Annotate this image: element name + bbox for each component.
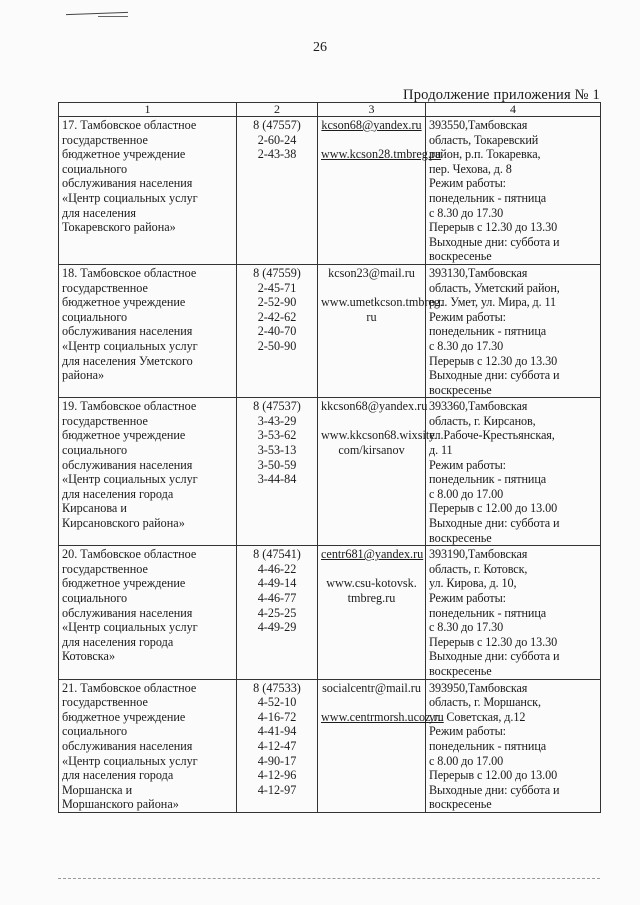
institution-name-line: Токаревского района» xyxy=(62,220,176,235)
phone-number: 4-12-47 xyxy=(257,738,297,753)
institution-name-line: «Центр социальных услуг xyxy=(62,472,198,487)
address-schedule-line: с 8.00 до 17.00 xyxy=(429,486,504,501)
institution-name-line: 20. Тамбовское областное xyxy=(62,547,197,562)
column-header: 3 xyxy=(318,103,426,117)
address-schedule-line: понедельник - пятница xyxy=(429,324,547,339)
institution-name-cell xyxy=(59,679,237,812)
phone-number: 2-40-70 xyxy=(257,324,297,339)
institution-name-line: обслуживания населения xyxy=(62,738,193,753)
address-schedule-line: пер. Чехова, д. 8 xyxy=(429,161,512,176)
institution-name-line: «Центр социальных услуг xyxy=(62,190,198,205)
institution-name-line: Котовска» xyxy=(62,649,116,664)
website-link[interactable]: www.kcson28.tmbreg.ru xyxy=(321,147,442,162)
address-schedule-line: Выходные дни: суббота и xyxy=(429,368,560,383)
website-link[interactable]: www.centrmorsh.ucoz.ru xyxy=(321,709,444,724)
institution-name-line: 18. Тамбовское областное xyxy=(62,265,197,280)
column-header: 1 xyxy=(59,103,237,117)
address-schedule-line: 393360,Тамбовская xyxy=(429,399,528,414)
address-schedule-line: воскресенье xyxy=(429,663,492,678)
phone-cell xyxy=(237,117,318,265)
address-schedule-line: Режим работы: xyxy=(429,309,506,324)
institution-name-line: 19. Тамбовское областное xyxy=(62,399,197,414)
phone-number: 4-49-29 xyxy=(257,620,297,635)
institution-name-line: обслуживания населения xyxy=(62,324,193,339)
institution-name-line: для населения города xyxy=(62,768,174,783)
address-schedule-line: Выходные дни: суббота и xyxy=(429,782,560,797)
website-link[interactable]: www.umetkcson.tmbreg. xyxy=(321,295,444,310)
column-header: 2 xyxy=(237,103,318,117)
phone-number: 2-43-38 xyxy=(257,147,297,162)
phone-number: 2-60-24 xyxy=(257,132,297,147)
column-header: 4 xyxy=(426,103,601,117)
institution-name-line: социального xyxy=(62,724,128,739)
table-row xyxy=(59,679,601,812)
spacer xyxy=(321,281,422,296)
address-schedule-line: понедельник - пятница xyxy=(429,738,547,753)
address-schedule-line: Перерыв с 12.30 до 13.30 xyxy=(429,634,558,649)
address-schedule-line: Перерыв с 12.30 до 13.30 xyxy=(429,220,558,235)
address-schedule-line: Выходные дни: суббота и xyxy=(429,234,560,249)
address-schedule-cell xyxy=(426,398,601,546)
phone-cell xyxy=(237,398,318,546)
email-link[interactable]: kkcson68@yandex.ru xyxy=(321,399,428,414)
phone-number: 4-16-72 xyxy=(257,709,297,724)
address-schedule-line: 393950,Тамбовская xyxy=(429,680,528,695)
address-schedule-line: ул.Рабоче-Крестьянская, xyxy=(429,428,555,443)
institution-name-line: бюджетное учреждение xyxy=(62,576,186,591)
phone-number: 3-44-84 xyxy=(257,472,297,487)
institution-name-cell xyxy=(59,546,237,679)
institution-name-line: обслуживания населения xyxy=(62,176,193,191)
address-schedule-line: воскресенье xyxy=(429,530,492,545)
address-schedule-line: Режим работы: xyxy=(429,591,506,605)
institution-name-cell xyxy=(59,264,237,397)
scan-artifact-line xyxy=(58,878,600,879)
address-schedule-line: с 8.30 до 17.30 xyxy=(429,338,504,353)
institution-name-line: 17. Тамбовское областное xyxy=(62,118,197,132)
address-schedule-line: 393130,Тамбовская xyxy=(429,265,528,280)
institution-name-line: Моршанского района» xyxy=(62,797,179,812)
spacer xyxy=(321,414,422,429)
address-schedule-line: Перерыв с 12.30 до 13.30 xyxy=(429,353,558,368)
address-schedule-line: р.п. Умет, ул. Мира, д. 11 xyxy=(429,295,557,310)
table-row xyxy=(59,398,601,546)
institution-name-line: бюджетное учреждение xyxy=(62,295,186,310)
phone-number: 4-90-17 xyxy=(257,753,297,768)
address-schedule-line: Перерыв с 12.00 до 13.00 xyxy=(429,768,558,783)
address-schedule-line: область, г. Моршанск, xyxy=(429,695,541,710)
address-schedule-cell xyxy=(426,264,601,397)
table-row xyxy=(59,117,601,265)
institution-name-cell xyxy=(59,117,237,265)
institution-name-line: для населения города xyxy=(62,634,174,649)
phone-number: 3-50-59 xyxy=(257,457,297,472)
phone-number: 8 (47533) xyxy=(253,680,301,695)
table-row xyxy=(59,264,601,397)
address-schedule-line: понедельник - пятница xyxy=(429,190,547,205)
institution-name-line: обслуживания населения xyxy=(62,457,193,472)
address-schedule-line: район, р.п. Токаревка, xyxy=(429,147,541,162)
institution-name-line: социального xyxy=(62,591,128,605)
phone-number: 2-50-90 xyxy=(257,338,297,353)
phone-cell xyxy=(237,264,318,397)
phone-cell xyxy=(237,546,318,679)
address-schedule-line: область, г. Кирсанов, xyxy=(429,413,536,428)
phone-number: 8 (47537) xyxy=(253,399,301,414)
website-link[interactable]: tmbreg.ru xyxy=(347,591,396,605)
table-body xyxy=(59,117,601,813)
address-schedule-cell xyxy=(426,117,601,265)
institution-name-line: для населения города xyxy=(62,486,174,501)
phone-number: 4-46-77 xyxy=(257,591,297,605)
scan-artifact-mark xyxy=(66,12,128,15)
institution-name-line: государственное xyxy=(62,695,148,710)
institution-name-line: социального xyxy=(62,443,128,458)
address-schedule-line: д. 11 xyxy=(429,443,453,458)
institution-name-line: района» xyxy=(62,368,105,383)
institution-name-line: социального xyxy=(62,309,128,324)
contacts-cell xyxy=(318,117,442,265)
institution-name-line: Кирсановского района» xyxy=(62,516,185,531)
phone-number: 4-12-97 xyxy=(257,782,297,797)
phone-cell xyxy=(237,679,318,812)
page-number: 26 xyxy=(313,40,327,55)
address-schedule-line: ул. Советская, д.12 xyxy=(429,709,526,724)
email-link[interactable]: kcson68@yandex.ru xyxy=(321,118,422,132)
phone-number: 8 (47541) xyxy=(253,547,301,562)
institution-name-line: «Центр социальных услуг xyxy=(62,753,198,768)
spacer xyxy=(321,562,422,577)
scan-artifact-mark xyxy=(98,16,128,17)
address-schedule-line: воскресенье xyxy=(429,249,492,264)
institution-name-line: государственное xyxy=(62,413,148,428)
address-schedule-line: Выходные дни: суббота и xyxy=(429,516,560,531)
institution-name-line: государственное xyxy=(62,561,148,576)
phone-number: 8 (47557) xyxy=(253,118,301,132)
institution-name-line: Кирсанова и xyxy=(62,501,127,516)
address-schedule-line: с 8.30 до 17.30 xyxy=(429,205,504,220)
institution-name-line: государственное xyxy=(62,132,148,147)
phone-number: 4-49-14 xyxy=(257,576,297,591)
address-schedule-line: Перерыв с 12.00 до 13.00 xyxy=(429,501,558,516)
contacts-cell xyxy=(318,679,444,812)
phone-number: 4-25-25 xyxy=(257,605,297,620)
address-schedule-line: Режим работы: xyxy=(429,176,506,191)
table-header-row xyxy=(59,103,601,117)
address-schedule-line: с 8.30 до 17.30 xyxy=(429,620,504,635)
address-schedule-line: 393550,Тамбовская xyxy=(429,118,528,132)
phone-number: 4-46-22 xyxy=(257,561,297,576)
contacts-cell xyxy=(318,264,444,397)
phone-number: 3-43-29 xyxy=(257,413,297,428)
institution-name-line: бюджетное учреждение xyxy=(62,709,186,724)
address-schedule-line: 393190,Тамбовская xyxy=(429,547,528,562)
institution-name-line: 21. Тамбовское областное xyxy=(62,680,197,695)
address-schedule-line: с 8.00 до 17.00 xyxy=(429,753,504,768)
website-link[interactable]: com/kirsanov xyxy=(338,443,405,458)
institution-name-line: «Центр социальных услуг xyxy=(62,620,198,635)
contacts-cell xyxy=(318,546,426,679)
address-schedule-line: Режим работы: xyxy=(429,724,506,739)
phone-number: 4-12-96 xyxy=(257,768,297,783)
address-schedule-line: область, Токаревский xyxy=(429,132,539,147)
table-row xyxy=(59,546,601,679)
address-schedule-line: область, Уметский район, xyxy=(429,280,560,295)
spacer xyxy=(321,133,422,148)
phone-number: 4-52-10 xyxy=(257,695,297,710)
address-schedule-line: воскресенье xyxy=(429,382,492,397)
contacts-cell xyxy=(318,398,438,546)
phone-number: 2-45-71 xyxy=(257,280,297,295)
institution-name-line: для населения Уметского xyxy=(62,353,193,368)
institution-name-line: Моршанска и xyxy=(62,782,133,797)
appendix-continuation-title: Продолжение приложения № 1 xyxy=(403,87,600,103)
address-schedule-line: Режим работы: xyxy=(429,457,506,472)
address-schedule-line: ул. Кирова, д. 10, xyxy=(429,576,517,591)
phone-number: 8 (47559) xyxy=(253,265,301,280)
address-schedule-cell xyxy=(426,546,601,679)
institution-name-line: государственное xyxy=(62,280,148,295)
phone-number: 3-53-62 xyxy=(257,428,297,443)
institution-name-line: обслуживания населения xyxy=(62,605,193,620)
address-schedule-line: Выходные дни: суббота и xyxy=(429,649,560,664)
address-schedule-cell xyxy=(426,679,601,812)
address-schedule-line: область, г. Котовск, xyxy=(429,561,528,576)
email-link[interactable]: kcson23@mail.ru xyxy=(328,265,415,280)
institution-name-line: социального xyxy=(62,161,128,176)
email-link[interactable]: socialcentr@mail.ru xyxy=(322,680,421,695)
website-link[interactable]: ru xyxy=(366,309,377,324)
phone-number: 3-53-13 xyxy=(257,443,297,458)
institution-name-line: бюджетное учреждение xyxy=(62,147,186,162)
phone-number: 4-41-94 xyxy=(257,724,297,739)
phone-number: 2-42-62 xyxy=(257,309,297,324)
website-link[interactable]: www.csu-kotovsk. xyxy=(326,576,417,591)
email-link[interactable]: centr681@yandex.ru xyxy=(321,547,424,562)
institution-name-line: «Центр социальных услуг xyxy=(62,338,198,353)
institutions-table xyxy=(58,102,601,813)
website-link[interactable]: www.kkcson68.wixsite. xyxy=(321,428,438,443)
institution-name-line: бюджетное учреждение xyxy=(62,428,186,443)
address-schedule-line: понедельник - пятница xyxy=(429,472,547,487)
spacer xyxy=(321,695,422,710)
phone-number: 2-52-90 xyxy=(257,295,297,310)
address-schedule-line: понедельник - пятница xyxy=(429,605,547,620)
institution-name-cell xyxy=(59,398,237,546)
institution-name-line: для населения xyxy=(62,205,136,220)
address-schedule-line: воскресенье xyxy=(429,797,492,812)
